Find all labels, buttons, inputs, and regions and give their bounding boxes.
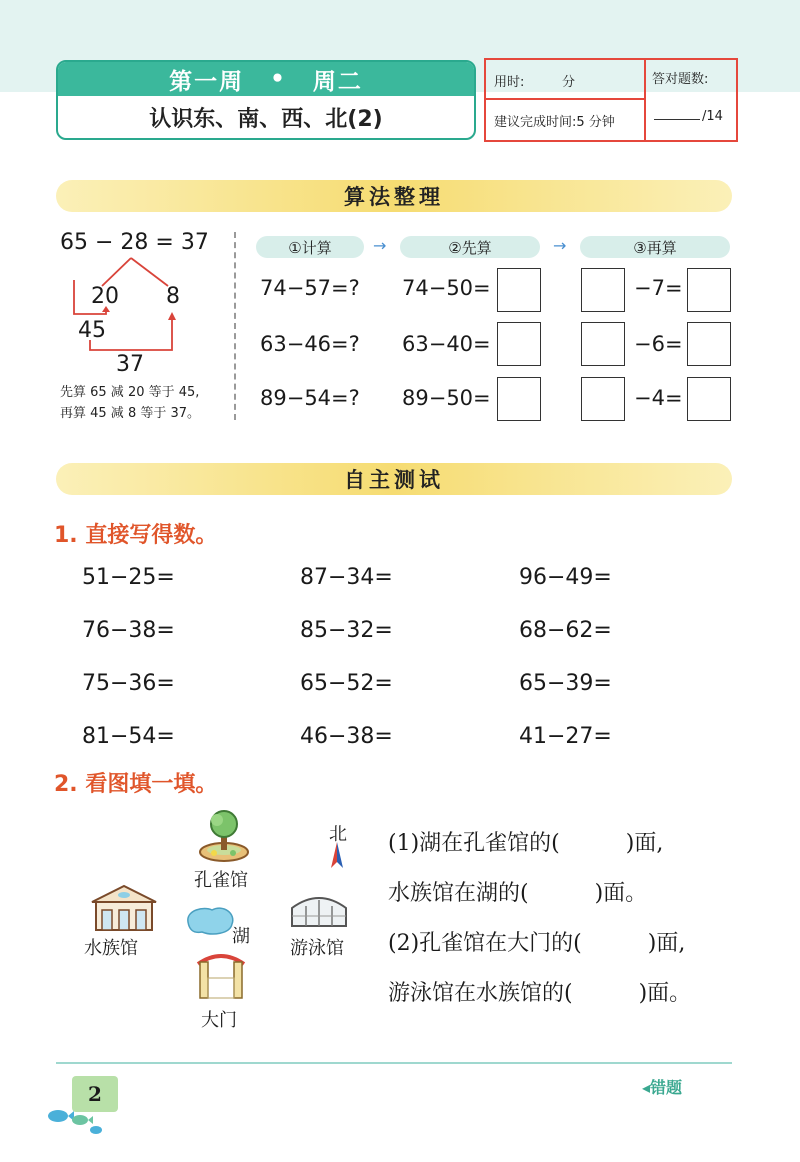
split-part-a: 20 [91, 284, 119, 309]
time-unit: 分 [562, 75, 576, 90]
calc-item: 68−62= [519, 618, 612, 643]
answer-box[interactable] [687, 377, 731, 421]
answer-box[interactable] [497, 377, 541, 421]
split-diagram-lines [60, 252, 230, 364]
gate-icon [194, 948, 248, 1002]
lesson-header [56, 60, 476, 140]
first-step-3: 89−50= [402, 386, 491, 410]
question-1-heading: 1. 直接写得数。 [54, 523, 218, 548]
page-number: 2 [72, 1076, 118, 1112]
calc-item: 41−27= [519, 724, 612, 749]
week-label: 第一周 [169, 68, 245, 95]
calc-item: 46−38= [300, 724, 393, 749]
q2-line-2: 水族馆在湖的( )面。 [388, 881, 648, 906]
score-box [484, 58, 738, 142]
day-label: 周二 [312, 68, 363, 95]
score-divider-v [644, 60, 646, 140]
calc-item: 85−32= [300, 618, 393, 643]
calc-item: 96−49= [519, 565, 612, 590]
label-lake: 湖 [232, 926, 250, 947]
answer-box[interactable] [497, 268, 541, 312]
footer-line [56, 1062, 732, 1064]
answer-box[interactable] [581, 322, 625, 366]
step-pill-first: ②先算 [400, 236, 540, 258]
correct-count-label: 答对题数: [652, 72, 709, 87]
peacock-tree-icon [196, 808, 252, 864]
label-aquarium: 水族馆 [84, 938, 138, 959]
arrow-right-icon: → [553, 236, 567, 255]
q2-line-1: (1)湖在孔雀馆的( )面, [388, 831, 664, 856]
fish-decoration-icon [44, 1106, 110, 1136]
problem-3: 89−54=? [260, 386, 360, 410]
label-peacock-hall: 孔雀馆 [194, 870, 248, 891]
correct-count-field[interactable] [654, 109, 723, 124]
step2-result: 37 [116, 352, 144, 377]
then-step-1: −7= [634, 276, 683, 300]
answer-box[interactable] [581, 377, 625, 421]
q2-line-4: 游泳馆在水族馆的( )面。 [388, 981, 692, 1006]
label-gate: 大门 [201, 1010, 237, 1031]
step-pill-calc: ①计算 [256, 236, 364, 258]
calc-item: 65−52= [300, 671, 393, 696]
example-note-2: 再算 45 减 8 等于 37。 [60, 406, 201, 421]
first-step-2: 63−40= [402, 332, 491, 356]
time-label: 用时: [494, 75, 525, 90]
calc-item: 51−25= [82, 565, 175, 590]
then-step-3: −4= [634, 386, 683, 410]
problem-1: 74−57=? [260, 276, 360, 300]
calc-item: 75−36= [82, 671, 175, 696]
section-bar-self-test: 自主测试 [56, 463, 732, 495]
aquarium-building-icon [88, 882, 160, 932]
section-bar-algorithm: 算法整理 [56, 180, 732, 212]
label-pool: 游泳馆 [290, 938, 344, 959]
then-step-2: −6= [634, 332, 683, 356]
week-day-banner [58, 62, 474, 96]
calc-item: 65−39= [519, 671, 612, 696]
calc-item: 81−54= [82, 724, 175, 749]
answer-box[interactable] [497, 322, 541, 366]
q2-line-3: (2)孔雀馆在大门的( )面, [388, 931, 686, 956]
step1-result: 45 [78, 318, 106, 343]
lesson-title: 认识东、南、西、北(2) [149, 106, 383, 132]
north-arrow-icon [327, 840, 347, 870]
arrow-right-icon: → [373, 236, 387, 255]
split-part-b: 8 [166, 284, 180, 309]
lake-icon [182, 902, 238, 938]
question-2-heading: 2. 看图填一填。 [54, 772, 218, 797]
calc-item: 76−38= [82, 618, 175, 643]
example-note-1: 先算 65 减 20 等于 45, [60, 385, 200, 400]
calc-item: 87−34= [300, 565, 393, 590]
problem-2: 63−46=? [260, 332, 360, 356]
errata-link[interactable]: ◂错题 [642, 1078, 683, 1097]
total-count: /14 [702, 109, 723, 124]
dashed-divider [234, 232, 236, 420]
pool-building-icon [288, 890, 350, 928]
answer-box[interactable] [687, 322, 731, 366]
example-equation: 65 − 28 = 37 [60, 230, 209, 255]
first-step-1: 74−50= [402, 276, 491, 300]
step-pill-then: ③再算 [580, 236, 730, 258]
answer-box[interactable] [687, 268, 731, 312]
score-divider-h [486, 98, 644, 100]
separator-dot: • [270, 66, 287, 92]
north-label: 北 [329, 824, 347, 845]
suggested-time: 建议完成时间:5 分钟 [494, 115, 615, 130]
answer-box[interactable] [581, 268, 625, 312]
